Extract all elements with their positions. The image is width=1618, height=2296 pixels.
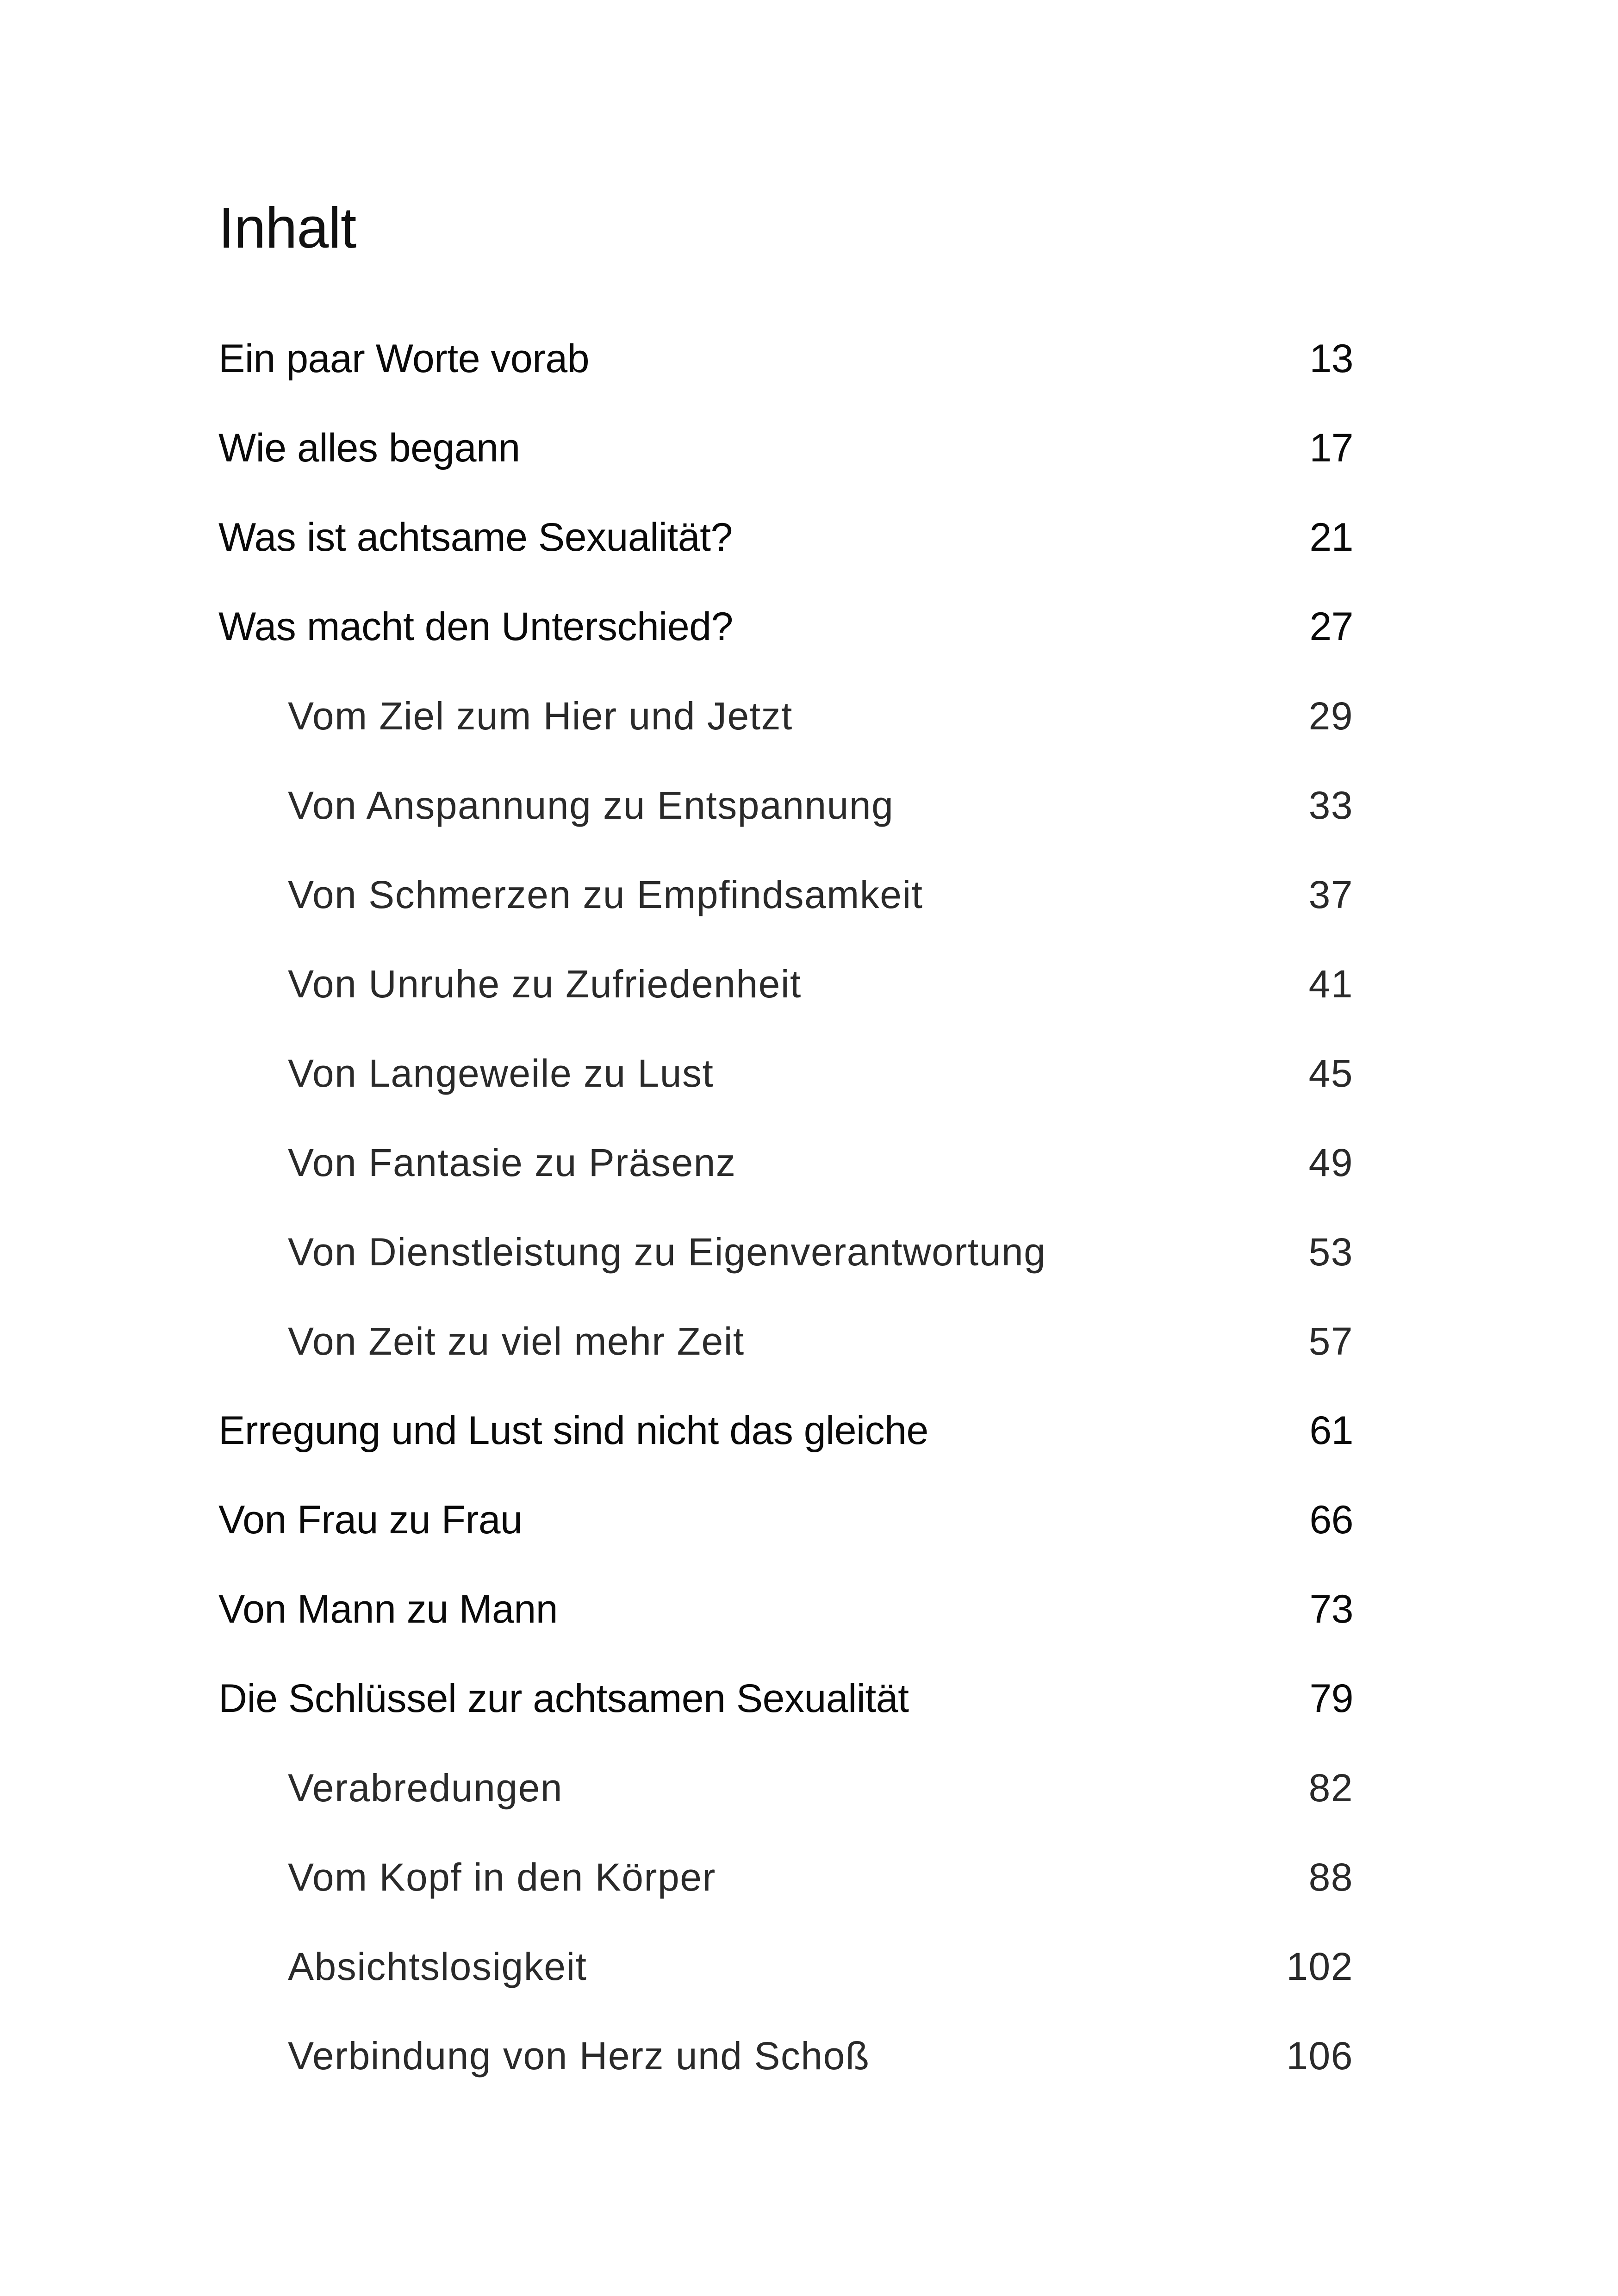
toc-subchapter <box>218 2021 1357 2110</box>
toc-chapter <box>218 1664 1357 1753</box>
toc-entry-title: Vom Ziel zum Hier und Jetzt <box>288 694 793 738</box>
toc-subchapter <box>218 681 1357 771</box>
toc-entry-page-number: 106 <box>1286 2034 1353 2078</box>
toc-chapter <box>218 1574 1357 1664</box>
toc-entry-page-number: 29 <box>1308 694 1353 738</box>
toc-entry-title: Ein paar Worte vorab <box>218 336 590 381</box>
toc-entry-page-number: 37 <box>1308 873 1353 916</box>
toc-entry-title: Was ist achtsame Sexualität? <box>218 515 733 560</box>
toc-entry-page-number: 53 <box>1308 1230 1353 1274</box>
toc-entry-title: Von Zeit zu viel mehr Zeit <box>288 1319 745 1363</box>
toc-chapter <box>218 324 1357 413</box>
toc-entry-title: Vom Kopf in den Körper <box>288 1855 716 1899</box>
toc-subchapter <box>218 1307 1357 1396</box>
toc-entry-title: Verbindung von Herz und Schoß <box>288 2034 870 2078</box>
toc-entry-title: Von Anspannung zu Entspannung <box>288 784 894 827</box>
toc-entry-title: Die Schlüssel zur achtsamen Sexualität <box>218 1676 909 1721</box>
toc-entry-title: Verabredungen <box>288 1766 563 1810</box>
toc-entry-page-number: 66 <box>1309 1498 1353 1542</box>
toc-entry-page-number: 73 <box>1309 1587 1353 1631</box>
toc-entry-page-number: 57 <box>1308 1319 1353 1363</box>
toc-subchapter <box>218 771 1357 860</box>
table-of-contents <box>218 324 1357 2110</box>
toc-entry-page-number: 13 <box>1309 336 1353 381</box>
toc-entry-title: Von Langeweile zu Lust <box>288 1052 714 1095</box>
toc-entry-page-number: 88 <box>1308 1855 1353 1899</box>
toc-subchapter <box>218 1039 1357 1128</box>
toc-chapter <box>218 413 1357 503</box>
toc-subchapter <box>218 949 1357 1039</box>
page-title: Inhalt <box>218 196 356 261</box>
toc-entry-page-number: 49 <box>1308 1141 1353 1184</box>
toc-entry-title: Absichtslosigkeit <box>288 1945 587 1988</box>
toc-entry-title: Von Unruhe zu Zufriedenheit <box>288 962 802 1006</box>
toc-entry-page-number: 21 <box>1309 515 1353 560</box>
toc-entry-page-number: 82 <box>1308 1766 1353 1810</box>
toc-entry-title: Von Schmerzen zu Empfindsamkeit <box>288 873 923 916</box>
toc-entry-page-number: 33 <box>1308 784 1353 827</box>
toc-entry-title: Von Dienstleistung zu Eigenverantwortung <box>288 1230 1046 1274</box>
toc-subchapter <box>218 1753 1357 1842</box>
toc-entry-page-number: 45 <box>1308 1052 1353 1095</box>
toc-entry-title: Was macht den Unterschied? <box>218 604 733 649</box>
toc-chapter <box>218 503 1357 592</box>
toc-chapter <box>218 592 1357 681</box>
toc-subchapter <box>218 1217 1357 1307</box>
toc-entry-title: Erregung und Lust sind nicht das gleiche <box>218 1408 928 1453</box>
toc-subchapter <box>218 860 1357 949</box>
toc-subchapter <box>218 1128 1357 1217</box>
toc-entry-title: Von Frau zu Frau <box>218 1498 523 1542</box>
toc-subchapter <box>218 1842 1357 1932</box>
toc-chapter <box>218 1396 1357 1485</box>
toc-entry-page-number: 41 <box>1308 962 1353 1006</box>
toc-entry-title: Von Fantasie zu Präsenz <box>288 1141 736 1184</box>
toc-subchapter <box>218 1932 1357 2021</box>
toc-entry-page-number: 61 <box>1309 1408 1353 1453</box>
toc-entry-page-number: 17 <box>1309 426 1353 470</box>
toc-chapter <box>218 1485 1357 1574</box>
toc-entry-page-number: 79 <box>1309 1676 1353 1721</box>
toc-entry-page-number: 27 <box>1309 604 1353 649</box>
toc-entry-title: Von Mann zu Mann <box>218 1587 558 1631</box>
toc-entry-title: Wie alles begann <box>218 426 520 470</box>
toc-entry-page-number: 102 <box>1286 1945 1353 1988</box>
